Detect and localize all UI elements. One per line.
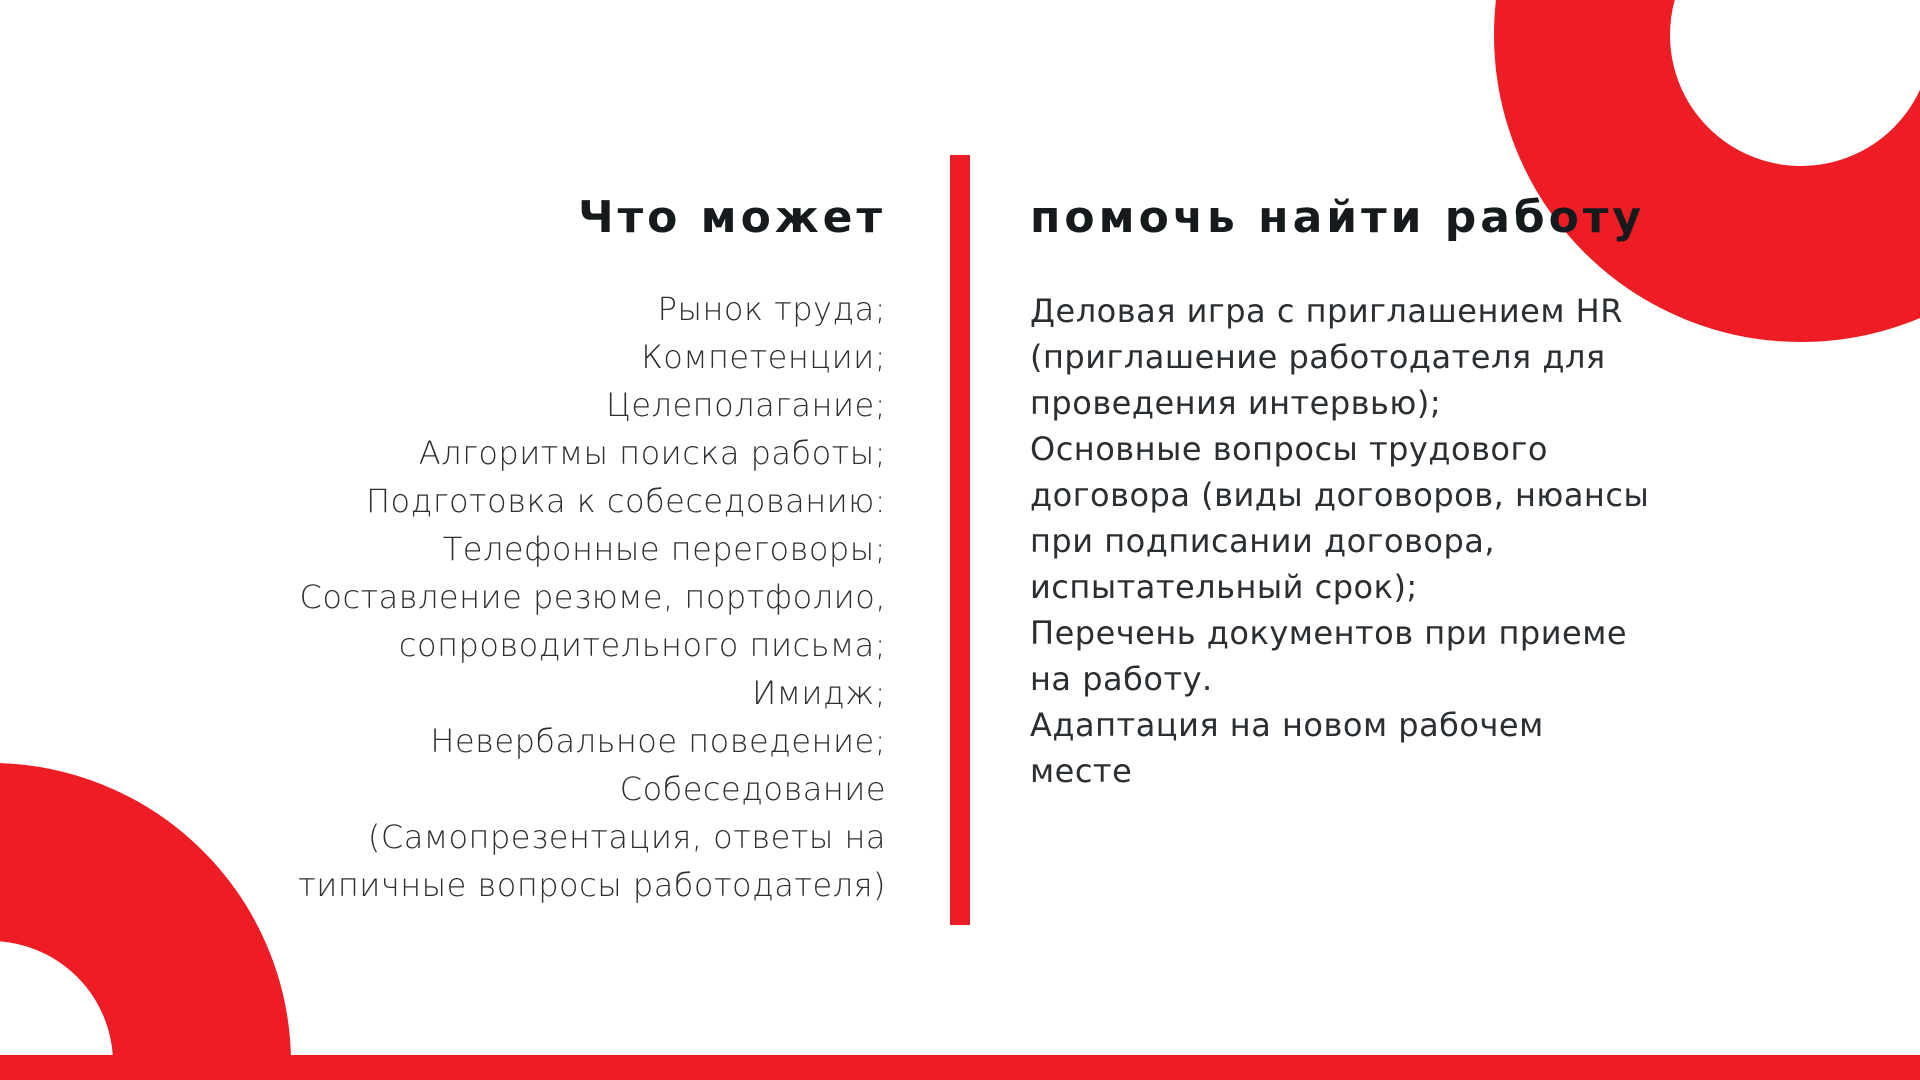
topic-item: Подготовка к собеседованию: — [365, 482, 886, 520]
topic-item: Компетенции; — [641, 338, 886, 376]
activity-item: Деловая игра с приглашением HR — [1030, 292, 1623, 330]
topic-item: (Самопрезентация, ответы на — [367, 818, 886, 856]
topic-item: Имидж; — [752, 674, 886, 712]
activity-item: испытательный срок); — [1030, 568, 1418, 606]
activities-list — [1030, 288, 1730, 794]
activity-item: проведения интервью); — [1030, 384, 1442, 422]
topic-item: Рынок труда; — [657, 290, 886, 328]
topic-item: сопроводительного письма; — [398, 626, 886, 664]
activity-item: (приглашение работодателя для — [1030, 338, 1606, 376]
center-divider — [950, 155, 970, 925]
topic-item: Собеседование — [619, 770, 886, 808]
title-right: помочь найти работу — [1030, 192, 1646, 243]
activity-item: при подписании договора, — [1030, 522, 1496, 560]
topic-item: типичные вопросы работодателя) — [298, 866, 886, 904]
activity-item: Основные вопросы трудового — [1030, 430, 1548, 468]
topics-list — [126, 285, 886, 909]
topic-item: Составление резюме, портфолио, — [299, 578, 886, 616]
bottom-accent-bar — [0, 1055, 1920, 1080]
topic-item: Целеполагание; — [605, 386, 886, 424]
topic-item: Алгоритмы поиска работы; — [418, 434, 886, 472]
activity-item: на работу. — [1030, 660, 1213, 698]
activity-item: договора (виды договоров, нюансы — [1030, 476, 1650, 514]
topic-item: Телефонные переговоры; — [442, 530, 886, 568]
activity-item: Адаптация на новом рабочем — [1030, 706, 1544, 744]
title-left: Что может — [578, 192, 886, 243]
activity-item: месте — [1030, 752, 1133, 790]
activity-item: Перечень документов при приеме — [1030, 614, 1628, 652]
topic-item: Невербальное поведение; — [430, 722, 886, 760]
